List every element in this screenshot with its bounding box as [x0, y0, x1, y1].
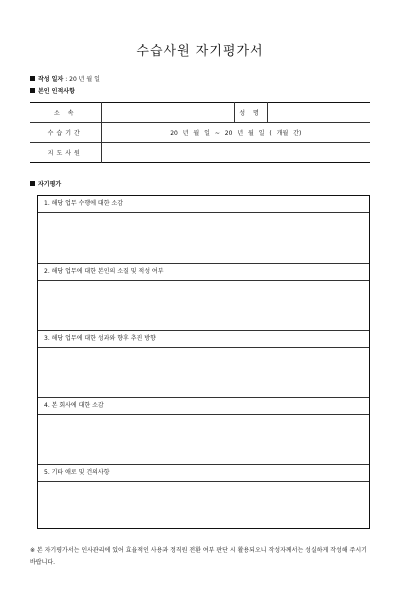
personal-info-table	[30, 102, 370, 163]
name-field[interactable]	[267, 103, 370, 123]
question-section	[38, 330, 369, 397]
affiliation-field[interactable]	[101, 103, 234, 123]
self-evaluation-heading-text: 자기평가	[38, 181, 62, 188]
question-section	[38, 397, 369, 464]
personal-info-heading	[30, 88, 75, 96]
personal-info-heading-text: 본인 인적사항	[38, 88, 75, 95]
question-section	[38, 263, 369, 330]
document-title: 수습사원 자기평가서	[136, 44, 264, 59]
question-section	[38, 464, 369, 528]
write-date-line	[30, 76, 100, 84]
bullet-square-icon	[30, 76, 35, 81]
question-label: 4. 본 회사에 대한 소감	[38, 398, 369, 415]
mentor-field[interactable]	[101, 143, 370, 163]
bullet-square-icon	[30, 181, 35, 186]
write-date-value: : 20 년 월 일	[65, 76, 100, 83]
mentor-label: 지도사원	[30, 143, 101, 163]
write-date-label: 작성 일자	[38, 76, 64, 83]
period-field[interactable]: 20 년 월 일 ~ 20 년 월 일 ( 개월 간)	[101, 123, 370, 143]
question-label: 1. 해당 업무 수행에 대한 소감	[38, 196, 369, 213]
period-label: 수습기간	[30, 123, 101, 143]
question-label: 5. 기타 애로 및 건의사항	[38, 465, 369, 482]
self-evaluation-heading	[30, 181, 61, 189]
footnote: ※ 본 자기평가서는 인사관리에 있어 효율적인 사용과 정직원 전환 여부 판단 시 활용되오니 작성자께서는 성실하게 작성해 주시기 바랍니다.	[30, 547, 367, 566]
question-label: 2. 해당 업무에 대한 본인의 소질 및 적성 여부	[38, 264, 369, 281]
self-evaluation-box	[37, 195, 370, 529]
affiliation-label: 소 속	[30, 103, 101, 123]
question-label: 3. 해당 업무에 대한 성과와 향후 추진 방향	[38, 331, 369, 348]
name-label: 성 명	[234, 103, 267, 123]
bullet-square-icon	[30, 88, 35, 93]
question-section	[38, 196, 369, 263]
